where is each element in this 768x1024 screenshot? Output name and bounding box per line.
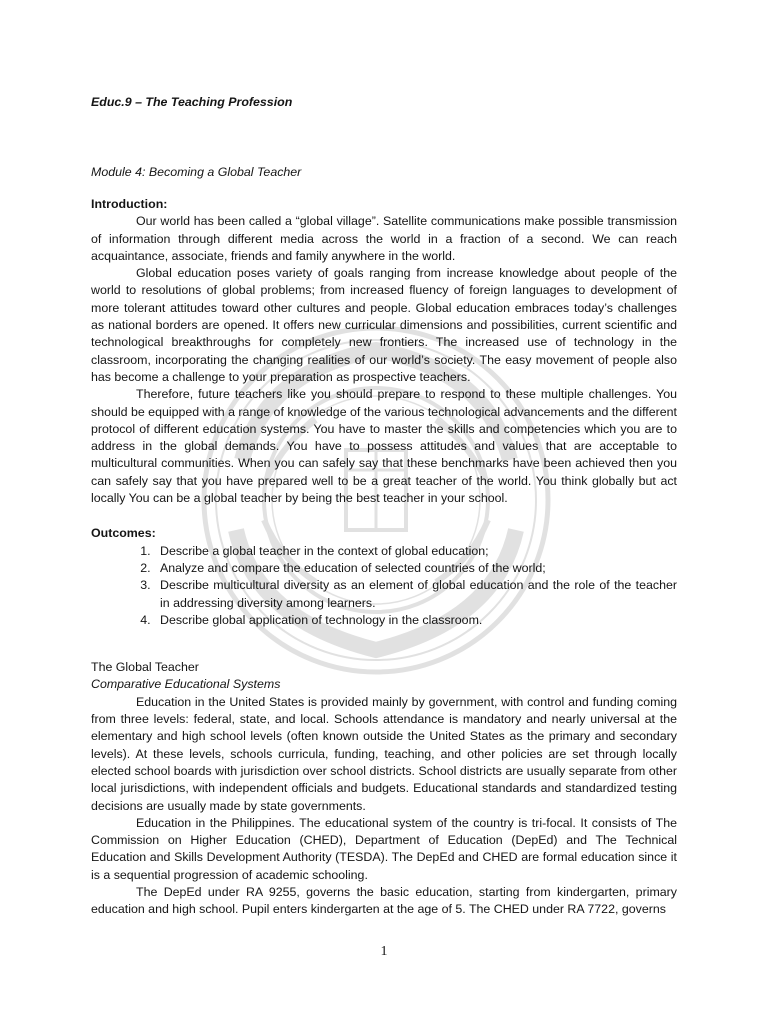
introduction-heading: Introduction: xyxy=(91,197,168,211)
outcome-item: 2. Analyze and compare the education of selected countries of the world; xyxy=(154,560,677,577)
outcome-item: 3. Describe multicultural diversity as an element of global education and the role of the teacher in addressing diversity among learners. xyxy=(154,577,677,612)
us-education-paragraph: Education in the United States is provided mainly by government, with control and funding coming from three levels: federal, state, and local. Schools attendance is mandatory and nearly universal at the elementary and high school levels (often known outside the United States as the primary and secondary levels). At these levels, schools curricula, funding, teaching, and other policies are set through locally elected school boards with jurisdiction over school districts. School districts are usually separate from other local jurisdictions, with independent officials and budgets. Educational standards and standardized testing decisions are usually made by state governments. xyxy=(91,694,677,813)
outcomes-heading: Outcomes: xyxy=(91,526,156,541)
module-title: Module 4: Becoming a Global Teacher xyxy=(91,165,302,179)
outcome-item: 1. Describe a global teacher in the context of global education; xyxy=(154,543,677,560)
intro-paragraph-2: Global education poses variety of goals ranging from increase knowledge about people of the world to resolutions of global problems; from increased fluency of foreign languages to development of more tolerant attitudes toward other cultures and people. Global education embraces today’s challenges as national borders are opened. It offers new curricular dimensions and possibilities, current scientific and technological breakthroughs for completely new frontiers. The increased use of technology in the classroom, incorporating the changing realities of our world’s society. The easy movement of people also has become a challenge to your preparation as prospective teachers. xyxy=(91,266,677,384)
spacer xyxy=(91,629,677,659)
document-body xyxy=(91,92,677,917)
intro-paragraph-3: Therefore, future teachers like you should prepare to respond to these multiple challenges. You should be equipped with a range of knowledge of the various technological advancements and the different protocol of different education systems. You have to master the skills and competencies which you are to address in the global demands. You have to possess attitudes and values that are acceptable to multicultural communities. When you can safely say that these benchmarks have been achieved then you can safely say that you have prepared well to be a great teacher of the world. You think globally but act locally You can be a global teacher by being the best teacher in your school. xyxy=(91,387,677,506)
deped-paragraph: The DepEd under RA 9255, governs the basic education, starting from kindergarten, primary education and high school. Pupil enters kindergarten at the age of 5. The CHED under RA 7722, governs xyxy=(91,884,677,917)
page-number: 1 xyxy=(380,944,388,959)
global-teacher-heading: The Global Teacher xyxy=(91,660,199,675)
text-flow xyxy=(91,196,677,919)
outcomes-list xyxy=(91,543,677,629)
philippines-education-paragraph: Education in the Philippines. The educational system of the country is tri-focal. It consists of The Commission on Higher Education (CHED), Department of Education (DepEd) and The Technical Education and Skills Development Authority (TESDA). The DepEd and CHED are formal education since it is a sequential progression of academic schooling. xyxy=(91,815,677,882)
intro-paragraph-1: Our world has been called a “global village”. Satellite communications make possible transmission of information through different media across the world in a fraction of a second. We can reach acquaintance, associate, friends and family anywhere in the world. xyxy=(91,214,677,263)
outcome-item: 4. Describe global application of technology in the classroom. xyxy=(154,612,677,629)
comparative-systems-subheading: Comparative Educational Systems xyxy=(91,677,281,692)
spacer xyxy=(91,507,677,525)
course-title: Educ.9 – The Teaching Profession xyxy=(91,95,293,109)
